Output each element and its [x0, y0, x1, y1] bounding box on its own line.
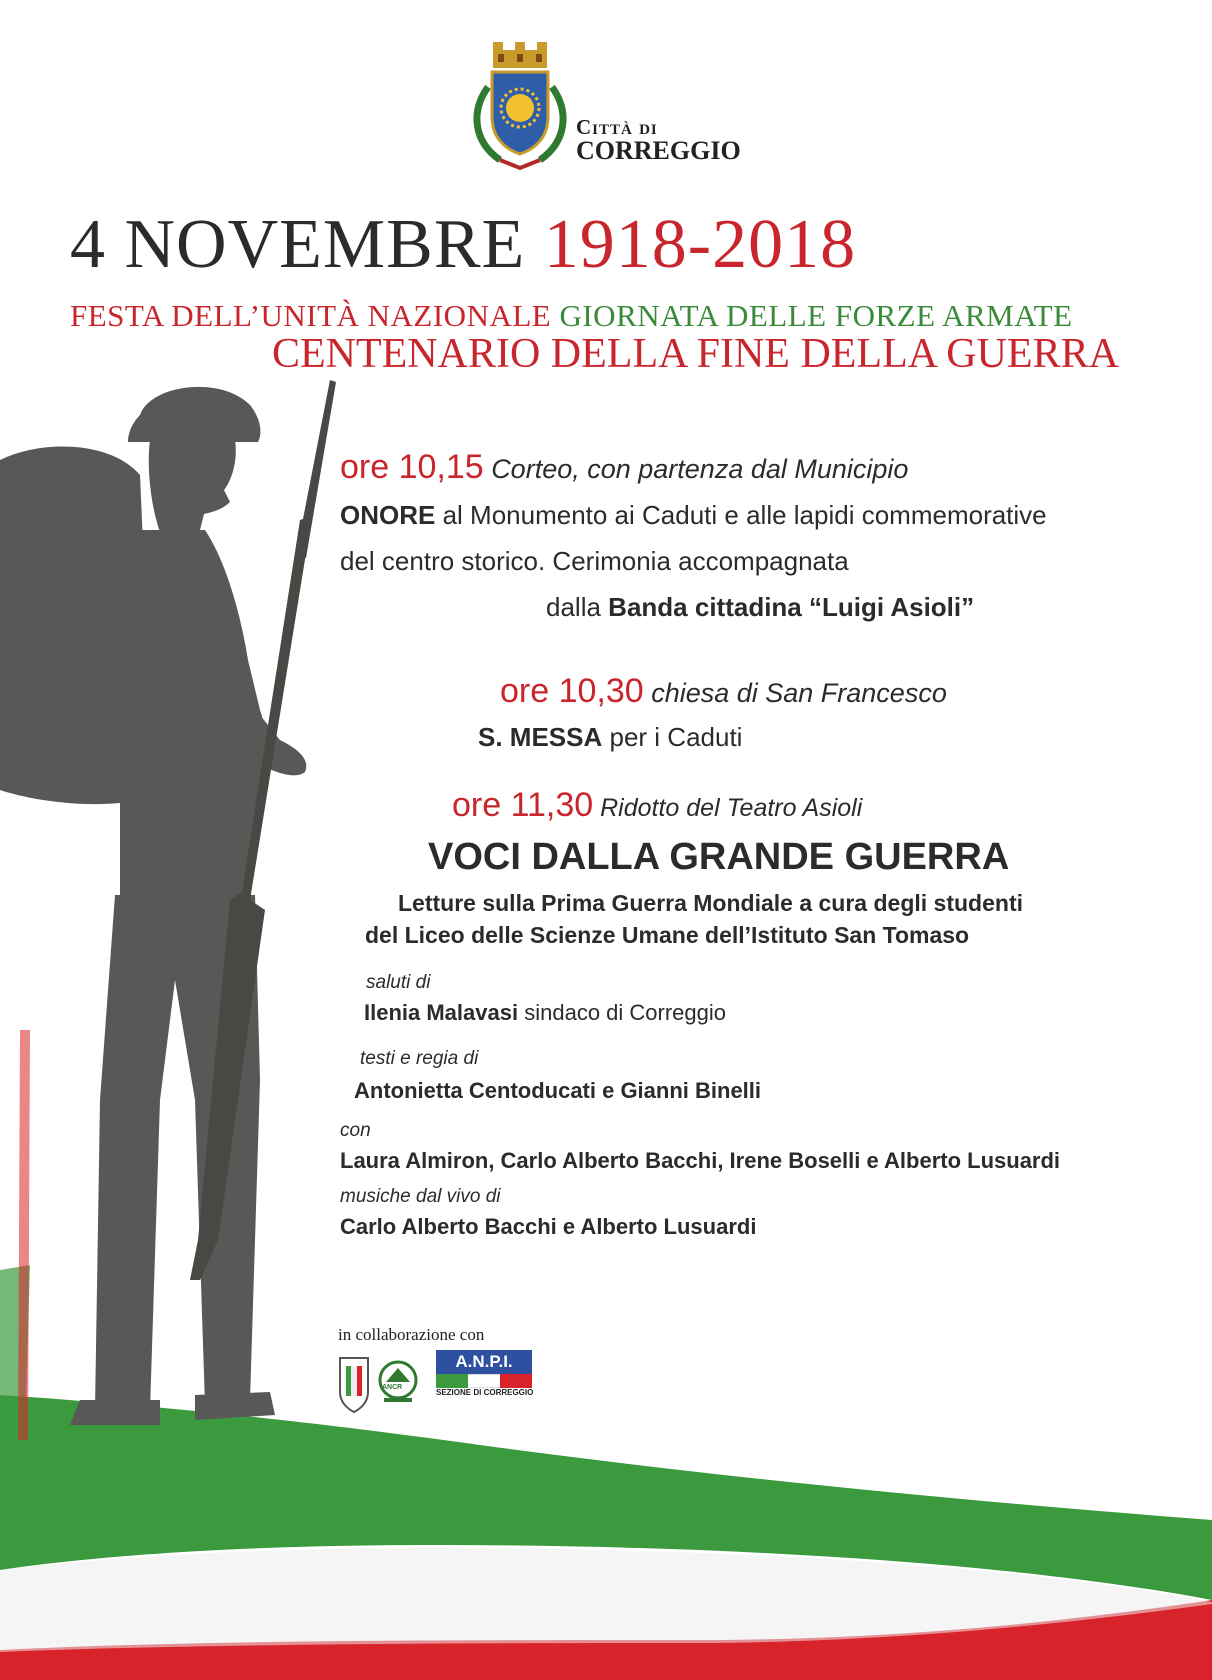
soldier-silhouette [0, 380, 460, 1440]
event3-desc1: Letture sulla Prima Guerra Mondiale a cura degli studenti [398, 890, 1023, 916]
event3-desc2: del Liceo delle Scienze Umane dell’Istituto San Tomaso [365, 922, 970, 948]
ancr-label: ANCR [382, 1384, 403, 1391]
music-names: Carlo Alberto Bacchi e Alberto Lusuardi [340, 1214, 757, 1239]
coat-of-arms-icon [460, 42, 580, 182]
greet-role: sindaco di Correggio [524, 1000, 726, 1025]
anpi-sub: SEZIONE DI CORREGGIO [436, 1388, 534, 1397]
city-name [576, 115, 741, 163]
event2-header [500, 672, 947, 711]
event1-banda: Banda cittadina “Luigi Asioli” [608, 592, 975, 622]
event1-time: ore 10,15 [340, 448, 484, 486]
event1-onore: ONORE [340, 500, 436, 530]
with-label: con [340, 1120, 371, 1141]
event1-place: Corteo, con partenza dal Municipio [491, 454, 909, 484]
event1-line2: del centro storico. Cerimonia accompagnata [340, 546, 849, 576]
texts-label: testi e regia di [360, 1048, 479, 1069]
event2-line1-rest: per i Caduti [609, 722, 743, 752]
greet-label: saluti di [366, 972, 431, 993]
texts-names: Antonietta Centoducati e Gianni Binelli [354, 1078, 762, 1103]
anpi-name: A.N.P.I. [436, 1350, 532, 1374]
music-label: musiche dal vivo di [340, 1186, 501, 1207]
city-line2: CORREGGIO [576, 136, 741, 165]
event1-line1 [340, 500, 1047, 531]
event3-header [452, 786, 862, 825]
event1-line3 [546, 592, 974, 623]
subtitle-line1 [70, 298, 1073, 334]
event3-time: ore 11,30 [452, 786, 594, 824]
anpi-logo [436, 1350, 532, 1398]
page-title [70, 205, 856, 285]
greet-line [364, 1000, 726, 1026]
event3-place: Ridotto del Teatro Asioli [600, 794, 863, 822]
event2-line1 [478, 722, 742, 753]
subtitle-giornata: GIORNATA DELLE FORZE ARMATE [559, 298, 1073, 333]
event2-place: chiesa di San Francesco [651, 678, 947, 708]
title-years: 1918-2018 [543, 206, 857, 283]
anpi-flag-icon [436, 1374, 532, 1388]
event1-line1-rest: al Monumento ai Caduti e alle lapidi commemorative [442, 500, 1047, 530]
event2-time: ore 10,30 [500, 672, 644, 710]
partner-shield-icon [340, 1358, 368, 1412]
event1-header [340, 448, 908, 487]
city-line1: Città di [576, 115, 658, 139]
title-date: 4 NOVEMBRE [70, 206, 526, 283]
subtitle-festa: FESTA DELL’UNITÀ NAZIONALE [70, 298, 552, 333]
collab-label: in collaborazione con [338, 1325, 485, 1344]
event2-messa: S. MESSA [478, 722, 603, 752]
event1-line3-pre: dalla [546, 592, 601, 622]
with-names: Laura Almiron, Carlo Alberto Bacchi, Irene Boselli e Alberto Lusuardi [340, 1148, 1061, 1173]
subtitle-line2: CENTENARIO DELLA FINE DELLA GUERRA [272, 331, 1119, 377]
partner-ancr-icon [380, 1362, 416, 1402]
greet-name: Ilenia Malavasi [364, 1000, 519, 1025]
event3-title: VOCI DALLA GRANDE GUERRA [428, 836, 1010, 878]
